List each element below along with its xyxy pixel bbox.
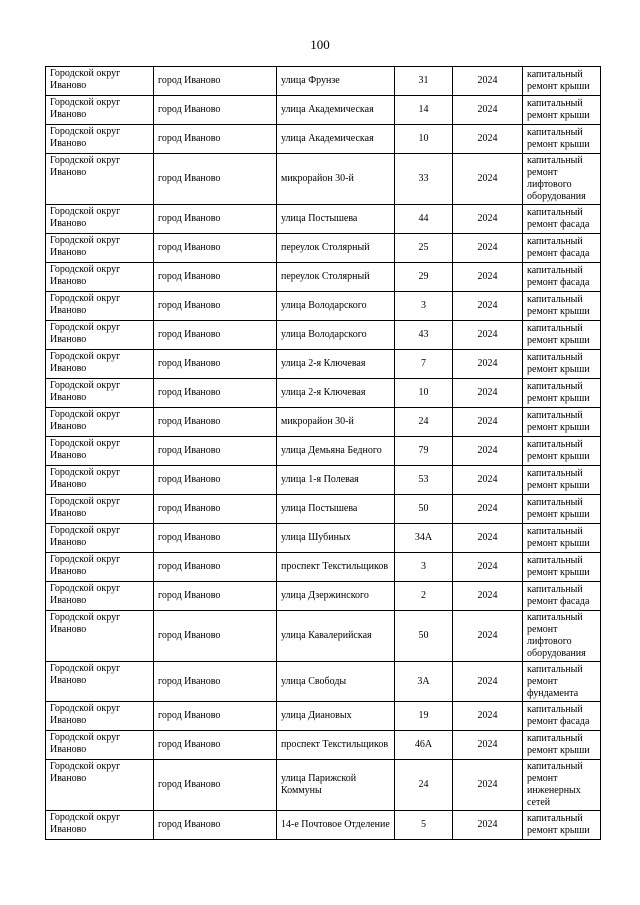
house-number-cell: 43 (395, 321, 453, 350)
municipality-cell: Городской округ Иваново (46, 408, 154, 437)
year-cell: 2024 (453, 553, 523, 582)
street-cell: переулок Столярный (277, 234, 395, 263)
table-row (46, 524, 601, 553)
year-cell: 2024 (453, 263, 523, 292)
page-number: 100 (310, 37, 330, 52)
house-number-cell: 10 (395, 125, 453, 154)
year-cell: 2024 (453, 379, 523, 408)
repair-program-table (45, 66, 601, 840)
work-type-cell: капитальный ремонт лифтового оборудования (523, 154, 601, 205)
settlement-cell: город Иваново (154, 811, 277, 840)
settlement-cell: город Иваново (154, 96, 277, 125)
work-type-cell: капитальный ремонт крыши (523, 811, 601, 840)
house-number-cell: 44 (395, 205, 453, 234)
table-row (46, 495, 601, 524)
work-type-cell: капитальный ремонт крыши (523, 466, 601, 495)
year-cell: 2024 (453, 760, 523, 811)
settlement-cell: город Иваново (154, 662, 277, 702)
year-cell: 2024 (453, 321, 523, 350)
settlement-cell: город Иваново (154, 263, 277, 292)
table-row (46, 67, 601, 96)
year-cell: 2024 (453, 205, 523, 234)
street-cell: улица Постышева (277, 205, 395, 234)
street-cell: улица Парижской Коммуны (277, 760, 395, 811)
settlement-cell: город Иваново (154, 154, 277, 205)
street-cell: улица 2-я Ключевая (277, 379, 395, 408)
municipality-cell: Городской округ Иваново (46, 292, 154, 321)
settlement-cell: город Иваново (154, 67, 277, 96)
settlement-cell: город Иваново (154, 553, 277, 582)
municipality-cell: Городской округ Иваново (46, 321, 154, 350)
table-row (46, 731, 601, 760)
table-row (46, 96, 601, 125)
work-type-cell: капитальный ремонт фасада (523, 702, 601, 731)
street-cell: улица Свободы (277, 662, 395, 702)
municipality-cell: Городской округ Иваново (46, 96, 154, 125)
house-number-cell: 34А (395, 524, 453, 553)
street-cell: улица 1-я Полевая (277, 466, 395, 495)
work-type-cell: капитальный ремонт крыши (523, 495, 601, 524)
table-row (46, 553, 601, 582)
work-type-cell: капитальный ремонт крыши (523, 321, 601, 350)
house-number-cell: 50 (395, 611, 453, 662)
table-row (46, 582, 601, 611)
table-row (46, 321, 601, 350)
house-number-cell: 3 (395, 292, 453, 321)
street-cell: улица Кавалерийская (277, 611, 395, 662)
house-number-cell: 3А (395, 662, 453, 702)
house-number-cell: 29 (395, 263, 453, 292)
street-cell: улица Академическая (277, 96, 395, 125)
table-row (46, 125, 601, 154)
house-number-cell: 24 (395, 408, 453, 437)
work-type-cell: капитальный ремонт фасада (523, 205, 601, 234)
year-cell: 2024 (453, 702, 523, 731)
municipality-cell: Городской округ Иваново (46, 582, 154, 611)
work-type-cell: капитальный ремонт фасада (523, 263, 601, 292)
municipality-cell: Городской округ Иваново (46, 702, 154, 731)
year-cell: 2024 (453, 154, 523, 205)
settlement-cell: город Иваново (154, 760, 277, 811)
table-row (46, 702, 601, 731)
work-type-cell: капитальный ремонт фундамента (523, 662, 601, 702)
settlement-cell: город Иваново (154, 350, 277, 379)
year-cell: 2024 (453, 234, 523, 263)
municipality-cell: Городской округ Иваново (46, 662, 154, 702)
year-cell: 2024 (453, 96, 523, 125)
house-number-cell: 24 (395, 760, 453, 811)
work-type-cell: капитальный ремонт крыши (523, 350, 601, 379)
table-row (46, 662, 601, 702)
settlement-cell: город Иваново (154, 205, 277, 234)
municipality-cell: Городской округ Иваново (46, 154, 154, 205)
year-cell: 2024 (453, 292, 523, 321)
year-cell: 2024 (453, 811, 523, 840)
street-cell: улица Шубиных (277, 524, 395, 553)
street-cell: улица Постышева (277, 495, 395, 524)
municipality-cell: Городской округ Иваново (46, 437, 154, 466)
settlement-cell: город Иваново (154, 702, 277, 731)
house-number-cell: 46А (395, 731, 453, 760)
house-number-cell: 53 (395, 466, 453, 495)
work-type-cell: капитальный ремонт фасада (523, 582, 601, 611)
house-number-cell: 7 (395, 350, 453, 379)
municipality-cell: Городской округ Иваново (46, 379, 154, 408)
street-cell: улица Академическая (277, 125, 395, 154)
year-cell: 2024 (453, 731, 523, 760)
work-type-cell: капитальный ремонт крыши (523, 524, 601, 553)
settlement-cell: город Иваново (154, 292, 277, 321)
municipality-cell: Городской округ Иваново (46, 553, 154, 582)
street-cell: улица Володарского (277, 321, 395, 350)
year-cell: 2024 (453, 662, 523, 702)
work-type-cell: капитальный ремонт крыши (523, 96, 601, 125)
street-cell: улица 2-я Ключевая (277, 350, 395, 379)
street-cell: улица Диановых (277, 702, 395, 731)
house-number-cell: 33 (395, 154, 453, 205)
municipality-cell: Городской округ Иваново (46, 350, 154, 379)
table-row (46, 205, 601, 234)
table-row (46, 437, 601, 466)
table-row (46, 234, 601, 263)
municipality-cell: Городской округ Иваново (46, 125, 154, 154)
street-cell: улица Володарского (277, 292, 395, 321)
year-cell: 2024 (453, 437, 523, 466)
work-type-cell: капитальный ремонт фасада (523, 234, 601, 263)
table-row (46, 379, 601, 408)
street-cell: проспект Текстильщиков (277, 553, 395, 582)
year-cell: 2024 (453, 408, 523, 437)
settlement-cell: город Иваново (154, 466, 277, 495)
street-cell: улица Дзержинского (277, 582, 395, 611)
house-number-cell: 79 (395, 437, 453, 466)
house-number-cell: 50 (395, 495, 453, 524)
work-type-cell: капитальный ремонт крыши (523, 731, 601, 760)
table-row (46, 350, 601, 379)
settlement-cell: город Иваново (154, 408, 277, 437)
year-cell: 2024 (453, 466, 523, 495)
municipality-cell: Городской округ Иваново (46, 524, 154, 553)
municipality-cell: Городской округ Иваново (46, 731, 154, 760)
work-type-cell: капитальный ремонт крыши (523, 437, 601, 466)
municipality-cell: Городской округ Иваново (46, 234, 154, 263)
year-cell: 2024 (453, 125, 523, 154)
work-type-cell: капитальный ремонт инженерных сетей (523, 760, 601, 811)
street-cell: проспект Текстильщиков (277, 731, 395, 760)
settlement-cell: город Иваново (154, 582, 277, 611)
street-cell: 14-е Почтовое Отделение (277, 811, 395, 840)
table-row (46, 408, 601, 437)
table-row (46, 760, 601, 811)
street-cell: переулок Столярный (277, 263, 395, 292)
municipality-cell: Городской округ Иваново (46, 263, 154, 292)
municipality-cell: Городской округ Иваново (46, 760, 154, 811)
year-cell: 2024 (453, 350, 523, 379)
municipality-cell: Городской округ Иваново (46, 205, 154, 234)
table-row (46, 154, 601, 205)
house-number-cell: 5 (395, 811, 453, 840)
settlement-cell: город Иваново (154, 379, 277, 408)
municipality-cell: Городской округ Иваново (46, 67, 154, 96)
work-type-cell: капитальный ремонт крыши (523, 553, 601, 582)
year-cell: 2024 (453, 524, 523, 553)
table-row (46, 263, 601, 292)
settlement-cell: город Иваново (154, 524, 277, 553)
work-type-cell: капитальный ремонт крыши (523, 379, 601, 408)
house-number-cell: 19 (395, 702, 453, 731)
street-cell: улица Фрунзе (277, 67, 395, 96)
year-cell: 2024 (453, 611, 523, 662)
street-cell: микрорайон 30-й (277, 408, 395, 437)
table-row (46, 811, 601, 840)
settlement-cell: город Иваново (154, 321, 277, 350)
year-cell: 2024 (453, 495, 523, 524)
work-type-cell: капитальный ремонт крыши (523, 292, 601, 321)
table-row (46, 611, 601, 662)
work-type-cell: капитальный ремонт крыши (523, 408, 601, 437)
municipality-cell: Городской округ Иваново (46, 611, 154, 662)
work-type-cell: капитальный ремонт крыши (523, 67, 601, 96)
municipality-cell: Городской округ Иваново (46, 466, 154, 495)
municipality-cell: Городской округ Иваново (46, 811, 154, 840)
house-number-cell: 3 (395, 553, 453, 582)
work-type-cell: капитальный ремонт крыши (523, 125, 601, 154)
house-number-cell: 10 (395, 379, 453, 408)
table-row (46, 292, 601, 321)
street-cell: микрорайон 30-й (277, 154, 395, 205)
year-cell: 2024 (453, 67, 523, 96)
house-number-cell: 31 (395, 67, 453, 96)
table-body (46, 67, 601, 840)
house-number-cell: 14 (395, 96, 453, 125)
municipality-cell: Городской округ Иваново (46, 495, 154, 524)
settlement-cell: город Иваново (154, 495, 277, 524)
settlement-cell: город Иваново (154, 125, 277, 154)
house-number-cell: 25 (395, 234, 453, 263)
settlement-cell: город Иваново (154, 611, 277, 662)
settlement-cell: город Иваново (154, 731, 277, 760)
house-number-cell: 2 (395, 582, 453, 611)
settlement-cell: город Иваново (154, 234, 277, 263)
street-cell: улица Демьяна Бедного (277, 437, 395, 466)
year-cell: 2024 (453, 582, 523, 611)
settlement-cell: город Иваново (154, 437, 277, 466)
table-row (46, 466, 601, 495)
work-type-cell: капитальный ремонт лифтового оборудования (523, 611, 601, 662)
